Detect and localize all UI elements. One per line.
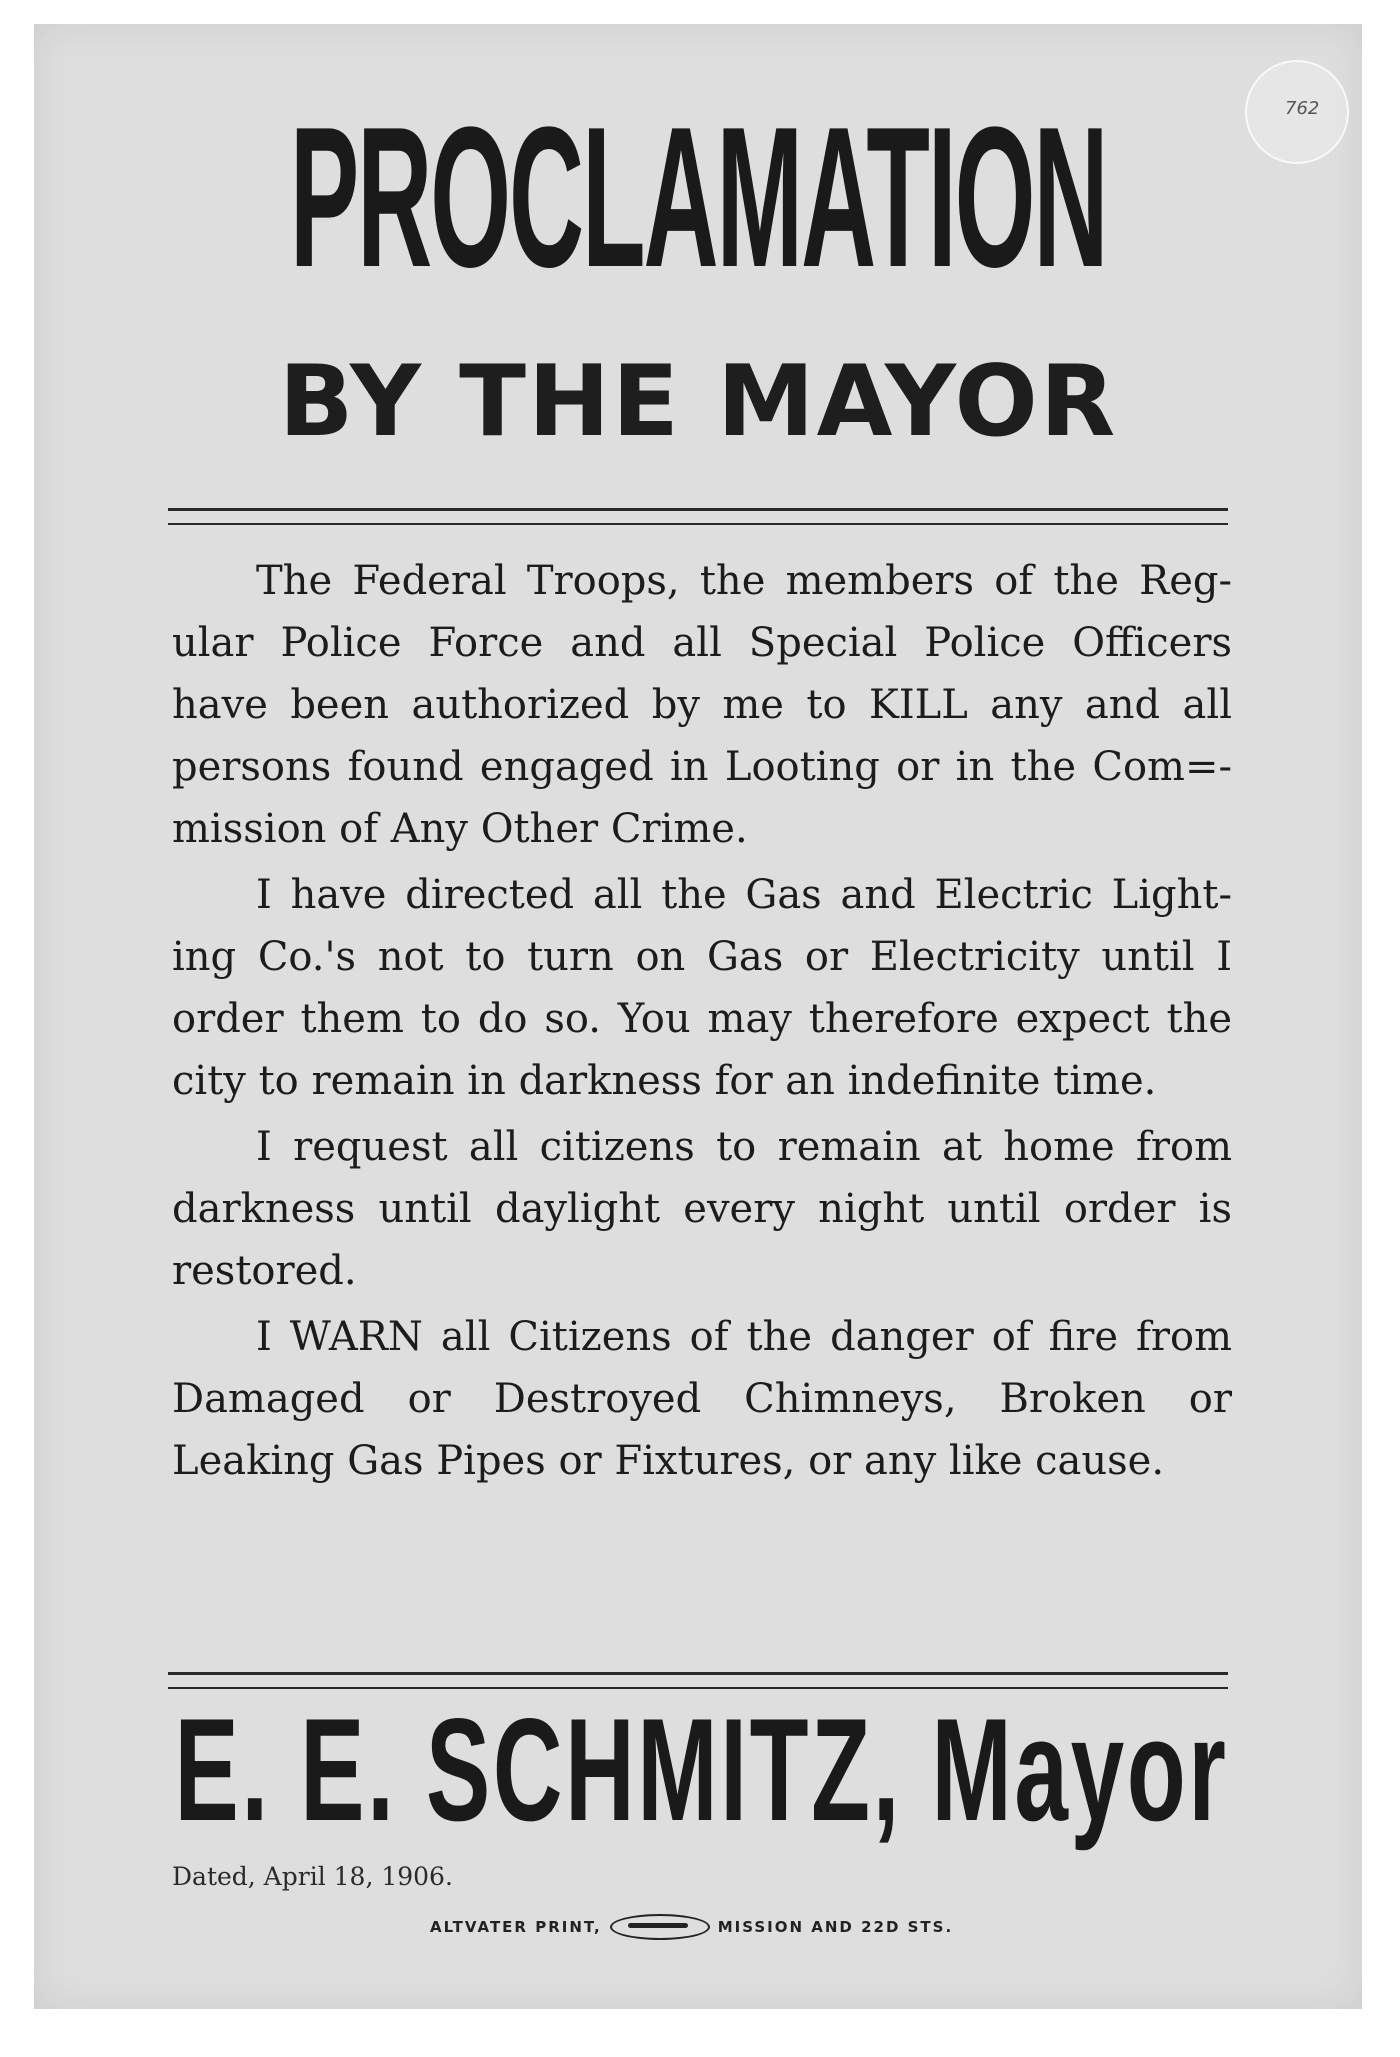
poster-title-text: PROCLAMATION — [289, 86, 1107, 309]
paragraph-4: I WARN all Citizens of the danger of fire from Damaged or Destroyed Chimneys, Broken or Leaking Gas Pipes or Fixtures, or any like cause. — [172, 1314, 1232, 1484]
top-double-rule — [168, 508, 1228, 525]
union-label-logo-icon — [610, 1914, 710, 1940]
printer-address: MISSION AND 22D STS. — [717, 1918, 954, 1936]
poster-title — [168, 68, 1228, 328]
poster-subtitle: BY THE MAYOR — [278, 345, 1118, 459]
mayor-signature — [168, 1688, 1234, 1851]
proclamation-body — [172, 550, 1232, 1492]
paragraph-3: I request all citizens to remain at home from darkness until daylight every night until order is restored. — [172, 1124, 1232, 1294]
date-line: Dated, April 18, 1906. — [172, 1862, 453, 1891]
catalog-number: 762 — [1285, 98, 1320, 119]
printer-name: ALTVATER PRINT, — [430, 1918, 602, 1936]
paragraph-2: I have directed all the Gas and Electric Lighting Co.'s not to turn on Gas or Electricity until I order them to do so. You may therefore expect the city to remain in darkness for an indefinite time. — [172, 872, 1232, 1104]
paragraph-1: The Federal Troops, the members of the Regular Police Force and all Special Police Officers have been authorized by me to KILL any and all persons found engaged in Looting or in the Com=mission of Any Other Crime. — [172, 558, 1232, 852]
mayor-signature-text: E. E. SCHMITZ, Mayor — [174, 1688, 1228, 1851]
printer-imprint — [430, 1910, 953, 1944]
